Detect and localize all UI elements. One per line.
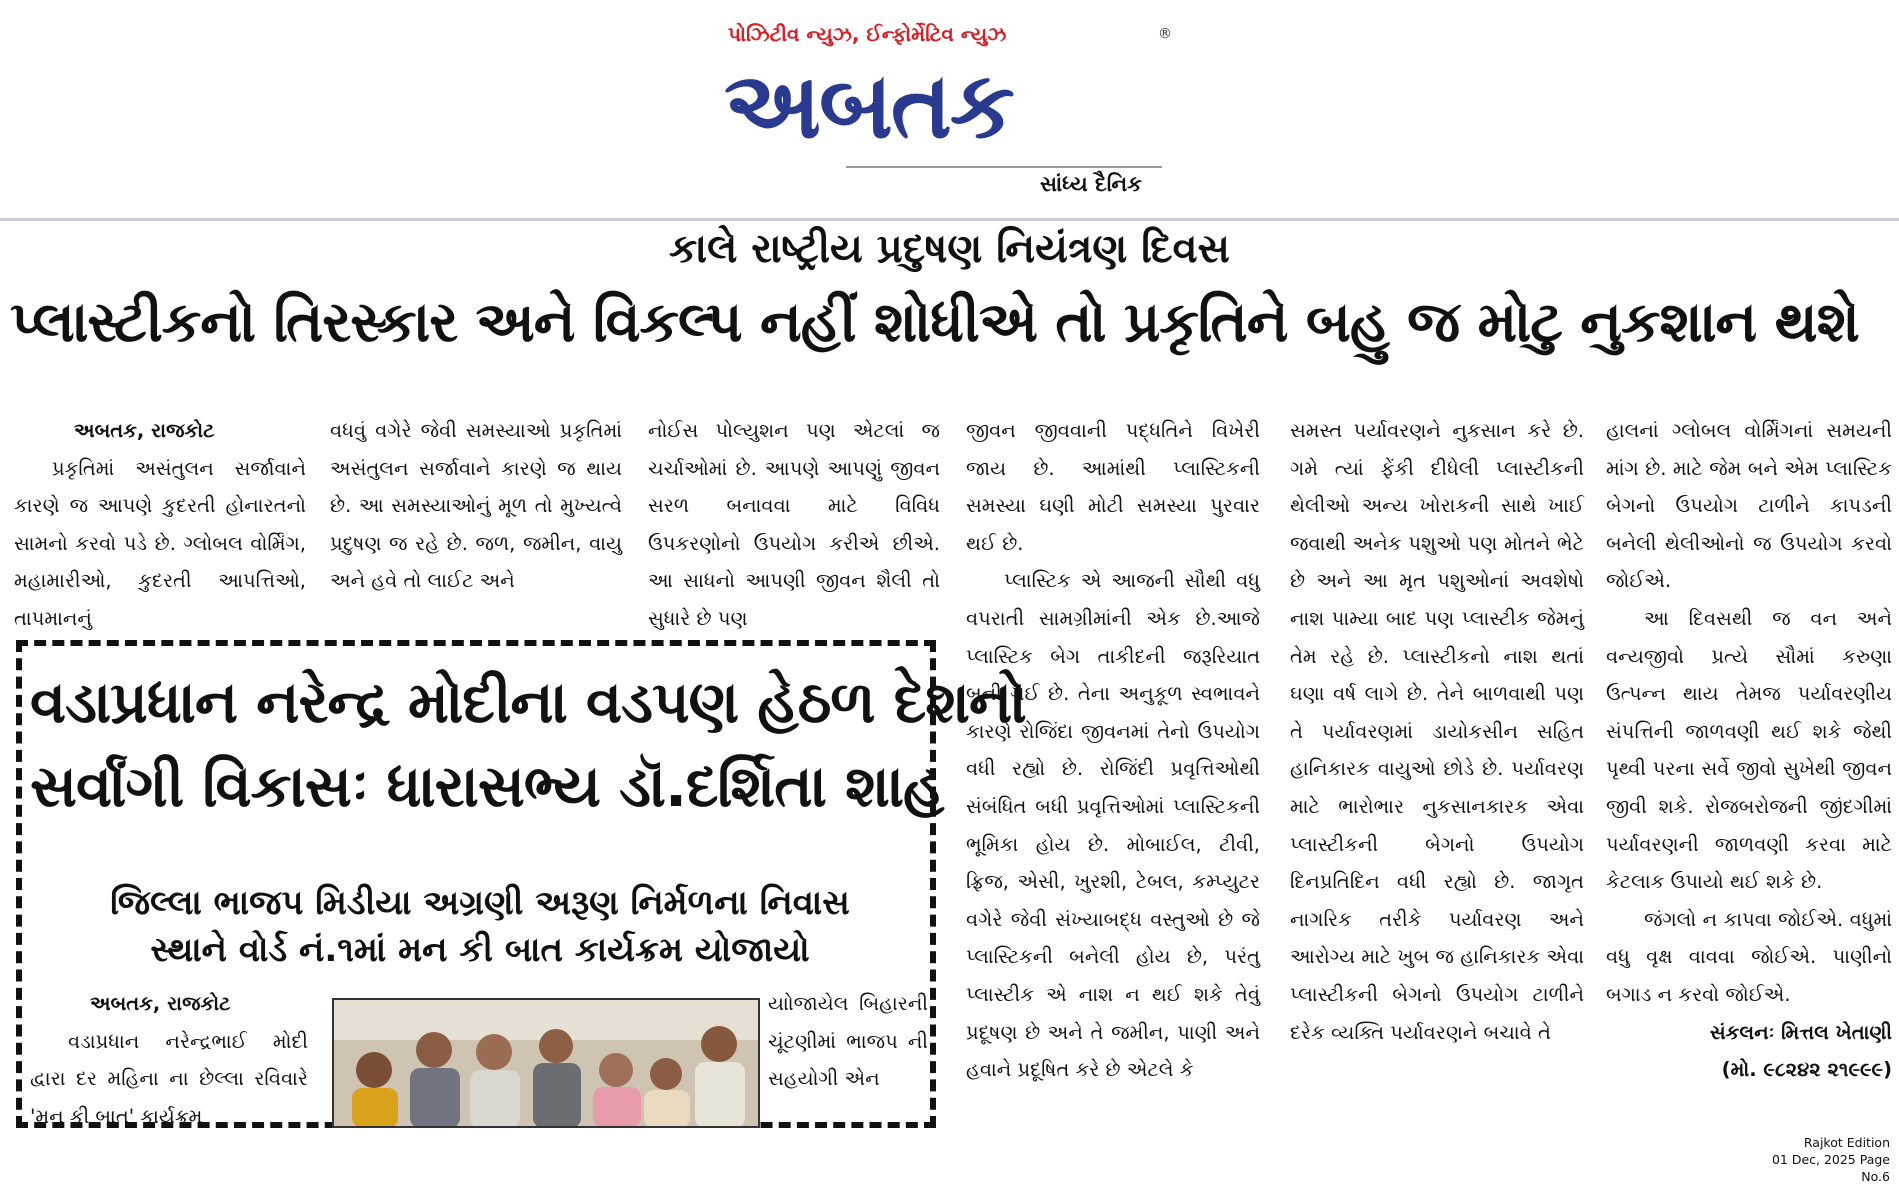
boxed-headline-line-1: વડાપ્રધાન નરેન્દ્ર મોદીના વડપણ હેઠળ દેશનો — [30, 668, 1026, 736]
edition-date-page: 01 Dec, 2025 Page No.6 — [1771, 1152, 1890, 1184]
article-paragraph: વડાપ્રધાન નરેન્દ્રભાઈ મોદી દ્વારા દર મહિના ના છેલ્લા રવિવારે 'મન કી બાત' કાર્યક્રમ — [30, 1029, 308, 1128]
story-byline: અબતક, રાજકોટ — [74, 419, 215, 442]
boxed-headline-line-2: સર્વાંગી વિકાસઃ ધારાસભ્ય ડૉ.દર્શિતા શાહ — [30, 752, 944, 821]
article-paragraph: નોઈસ પોલ્યુશન પણ એટલાં જ ચર્ચાઓમાં છે. આપણે આપણું જીવન સરળ બનાવવા માટે વિવિધ ઉપકરણોનો ઉપયોગ કરીએ છીએ. આ સાધનો આપણી જીવન શૈલી તો સુધારે છે પણ — [648, 419, 940, 630]
article-paragraph: આ દિવસથી જ વન અને વન્યજીવો પ્રત્યે સૌમાં કરુણા ઉત્પન્ન થાય તેમજ પર્યાવરણીય સંપત્તિની જાળવણી થઈ શકે જેથી પૃથ્વી પરના સર્વે જીવો સુખેથી જીવન જીવી શકે. રોજબરોજની જીંદગીમાં પર્યાવરણની જાળવણી કરવા માટે કેટલાક ઉપાયો થઈ શકે છે. — [1606, 606, 1892, 894]
article-column-1 — [14, 412, 306, 638]
newspaper-logo — [724, 48, 1174, 163]
boxed-story-column-1 — [30, 985, 308, 1135]
group-photo-image — [334, 1000, 758, 1126]
boxed-story-headline — [30, 660, 1026, 828]
article-credit-name: સંકલનઃ મિત્તલ ખેતાણી — [1709, 1020, 1892, 1044]
article-column-5 — [1290, 412, 1584, 1051]
article-column-6 — [1606, 412, 1892, 1089]
boxed-subhead-line-1: જિલ્લા ભાજપ મિડીયા અગ્રણી અરૂણ નિર્મળના નિવાસ — [110, 883, 850, 923]
edition-name: Rajkot Edition — [1803, 1135, 1890, 1150]
masthead-tagline: પોઝિટીવ ન્યુઝ, ઈન્ફોર્મેટિવ ન્યુઝ — [728, 22, 1007, 46]
article-column-4 — [966, 412, 1260, 1089]
group-photo — [332, 998, 760, 1128]
article-column-3 — [648, 412, 940, 638]
logo-underline — [846, 166, 1162, 168]
article-paragraph: હાલનાં ગ્લોબલ વોર્મિંગનાં સમયની માંગ છે. માટે જેમ બને એમ પ્લાસ્ટિક બેગનો ઉપયોગ ટાળીને કાપડની બનેલી થેલીઓનો જ ઉપયોગ કરવો જોઈએ. — [1606, 419, 1892, 593]
story-kicker: કાલે રાષ્ટ્રીય પ્રદુષણ નિયંત્રણ દિવસ — [669, 226, 1230, 272]
article-paragraph: જીવન જીવવાની પદ્ધતિને વિખેરી જાય છે. આમાંથી પ્લાસ્ટિકની સમસ્યા ઘણી મોટી સમસ્યા પુરવાર થઈ છે. — [966, 419, 1260, 555]
article-paragraph: જંગલો ન કાપવા જોઈએ. વધુમાં વધુ વૃક્ષ વાવવા જોઈએ. પાણીનો બગાડ ન કરવો જોઈએ. — [1606, 907, 1892, 1006]
article-paragraph: પ્લાસ્ટિક એ આજની સૌથી વધુ વપરાતી સામગ્રીમાંની એક છે.આજે પ્લાસ્ટિક બેગ તાકીદની જરૂરિયાત બની ગઈ છે. તેના અનુકૂળ સ્વભાવને કારણે રોજિંદા જીવનમાં તેનો ઉપયોગ વધી રહ્યો છે. રોજિંદી પ્રવૃત્તિઓથી સંબંધિત બધી પ્રવૃત્તિઓમાં પ્લાસ્ટિકની ભૂમિકા હોય છે. મોબાઈલ, ટીવી, ફ્રિજ, એસી, ખુરશી, ટેબલ, કમ્પ્યુટર વગેરે જેવી સંખ્યાબદ્ધ વસ્તુઓ છે જે પ્લાસ્ટિકની બનેલી હોય છે, પરંતુ પ્લાસ્ટીક એ નાશ ન થઈ શકે તેવું પ્રદૂષણ છે અને તે જમીન, પાણી અને હવાને પ્રદૂષિત કરે છે એટલે કે — [966, 569, 1260, 1082]
boxed-story-subhead — [30, 880, 930, 974]
edition-footer — [1760, 1134, 1890, 1185]
story-headline: પ્લાસ્ટીકનો તિરસ્કાર અને વિકલ્પ નહીં શોધીએ તો પ્રકૃતિને બહુ જ મોટુ નુકશાન થશે — [10, 290, 1859, 355]
boxed-story-column-2: યાોજાયેલ બિહારની ચૂંટણીમાં ભાજપ ની સહયોગી એન — [768, 992, 928, 1091]
article-paragraph: સમસ્ત પર્યાવરણને નુકસાન કરે છે. ગમે ત્યાં ફેંકી દીધેલી પ્લાસ્ટીકની થેલીઓ અન્ય ખોરાકની સાથે ખાઈ જવાથી અનેક પશુઓ પણ મોતને ભેટે છે અને આ મૃત પશુઓનાં અવશેષો નાશ પામ્યા બાદ પણ પ્લાસ્ટીક જેમનું તેમ રહે છે. પ્લાસ્ટીકનો નાશ થતાં ઘણા વર્ષ લાગે છે. તેને બાળવાથી પણ તે પર્યાવરણમાં ડાયોકસીન સહિત હાનિકારક વાયુઓ છોડે છે. પર્યાવરણ માટે ભારોભાર નુકસાનકારક એવા પ્લાસ્ટીકની બેગનો ઉપયોગ દિનપ્રતિદિન વધી રહ્યો છે. જાગૃત નાગરિક તરીકે પર્યાવરણ અને આરોગ્ય માટે ખુબ જ હાનિકારક એવા પ્લાસ્ટીકની બેગનો ઉપયોગ ટાળીને દરેક વ્યક્તિ પર્યાવરણને બચાવે તે — [1290, 419, 1584, 1044]
article-credit-phone: (મો. ૯૮૨૪૨ ૨૧૯૯૯) — [1721, 1058, 1892, 1082]
masthead-divider — [0, 218, 1899, 221]
logo-text: અબતક — [724, 52, 1013, 159]
article-paragraph: વધવું વગેરે જેવી સમસ્યાઓ પ્રકૃતિમાં અસંતુલન સર્જાવાને કારણે જ થાય છે. આ સમસ્યાઓનું મૂળ તો મુખ્યત્વે પ્રદુષણ જ રહે છે. જળ, જમીન, વાયુ અને હવે તો લાઈટ અને — [330, 419, 622, 593]
article-paragraph: પ્રકૃતિમાં અસંતુલન સર્જાવાને કારણે જ આપણે કુદરતી હોનારતનો સામનો કરવો પડે છે. ગ્લોબલ વોર્મિંગ, મહામારીઓ, કુદરતી આપત્તિઓ, તાપમાનનું — [14, 456, 306, 630]
boxed-story-byline: અબતક, રાજકોટ — [90, 992, 231, 1015]
boxed-subhead-line-2: સ્થાને વોર્ડ નં.૧માં મન કી બાત કાર્યક્રમ યોજાયો — [150, 929, 810, 970]
article-column-2 — [330, 412, 622, 600]
registered-mark: ® — [1158, 26, 1172, 42]
edition-type: સાંધ્ય દૈનિક — [1040, 172, 1142, 196]
